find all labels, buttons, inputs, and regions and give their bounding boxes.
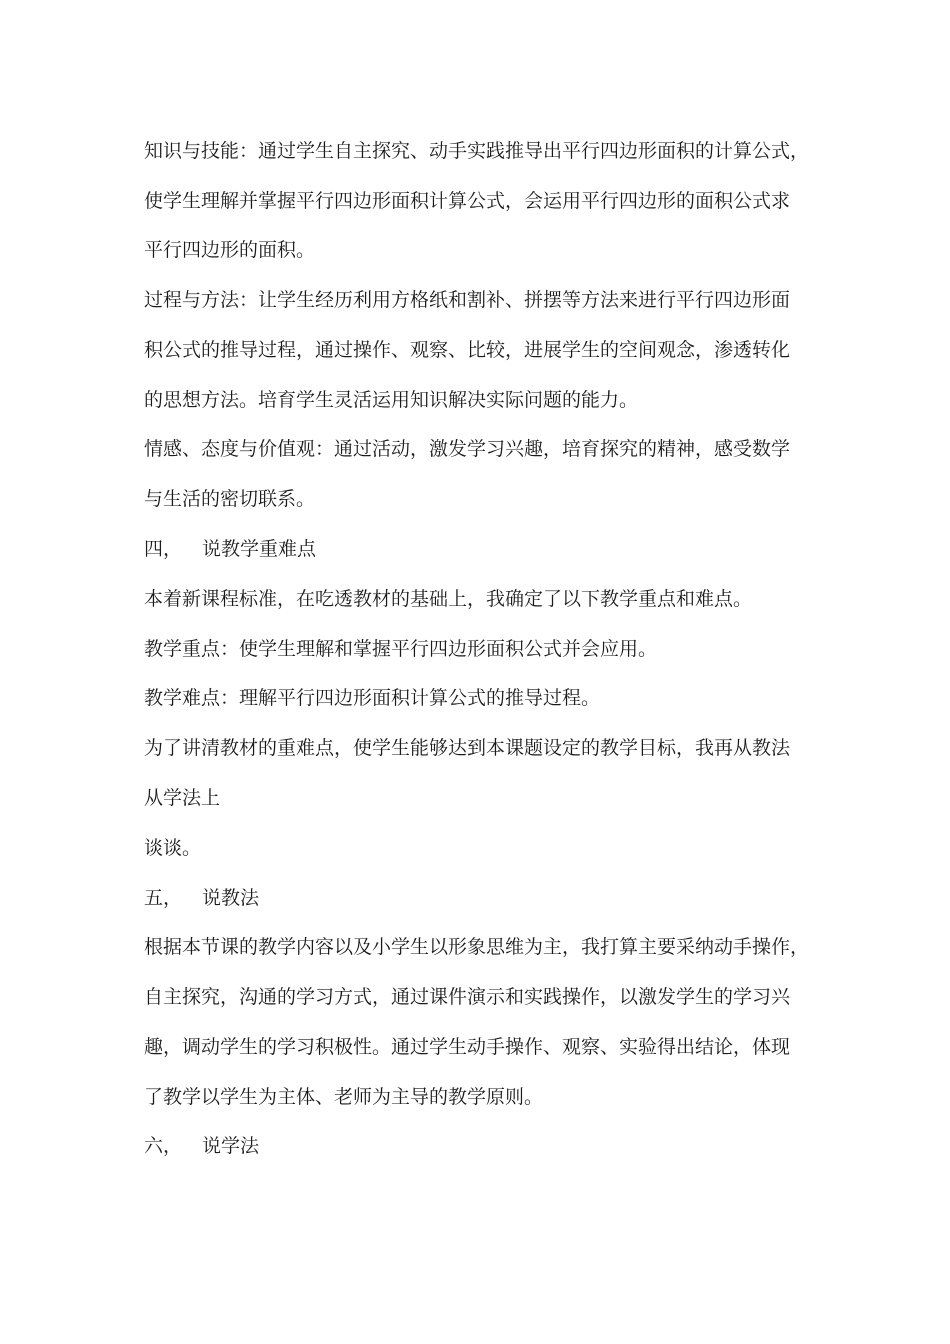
section-4-intro: 本着新课程标准，在吃透教材的基础上，我确定了以下教学重点和难点。 (144, 588, 753, 610)
process-line-1: 过程与方法：让学生经历利用方格纸和割补、拼摆等方法来进行平行四边形面 (144, 289, 791, 311)
transition-line-1: 为了讲清教材的重难点，使学生能够达到本课题设定的教学目标，我再从教法 (144, 737, 791, 759)
emotion-line-1: 情感、态度与价值观：通过活动，激发学习兴趣，培育探究的精神，感受数学 (144, 438, 791, 460)
transition-line-3: 谈谈。 (144, 837, 202, 859)
section-6-number: 六， (144, 1135, 183, 1157)
section-4-number: 四， (144, 538, 183, 560)
section-6-heading (144, 1134, 259, 1158)
teaching-method-line-1: 根据本节课的教学内容以及小学生以形象思维为主，我打算主要采纳动手操作， (144, 936, 810, 958)
teaching-method-line-2: 自主探究，沟通的学习方式，通过课件演示和实践操作，以激发学生的学习兴 (144, 986, 791, 1008)
section-4-title: 说教学重难点 (202, 538, 317, 560)
teaching-method-line-3: 趣，调动学生的学习积极性。通过学生动手操作、观察、实验得出结论，体现 (144, 1036, 791, 1058)
transition-line-2: 从学法上 (144, 787, 221, 809)
knowledge-line-1: 知识与技能：通过学生自主探究、动手实践推导出平行四边形面积的计算公式， (144, 140, 810, 162)
section-5-heading (144, 886, 259, 910)
knowledge-line-3: 平行四边形的面积。 (144, 239, 316, 261)
emotion-line-2: 与生活的密切联系。 (144, 488, 316, 510)
process-line-2: 积公式的推导过程，通过操作、观察、比较，进展学生的空间观念，渗透转化 (144, 339, 791, 361)
section-4-heading (144, 537, 316, 561)
knowledge-line-2: 使学生理解并掌握平行四边形面积计算公式，会运用平行四边形的面积公式求 (144, 190, 791, 212)
section-6-title: 说学法 (202, 1135, 260, 1157)
teaching-method-line-4: 了教学以学生为主体、老师为主导的教学原则。 (144, 1086, 544, 1108)
difficulty: 教学难点：理解平行四边形面积计算公式的推导过程。 (144, 687, 601, 709)
section-5-number: 五， (144, 887, 183, 909)
process-line-3: 的思想方法。培育学生灵活运用知识解决实际问题的能力。 (144, 389, 639, 411)
key-point: 教学重点：使学生理解和掌握平行四边形面积公式并会应用。 (144, 638, 658, 660)
section-5-title: 说教法 (202, 887, 260, 909)
